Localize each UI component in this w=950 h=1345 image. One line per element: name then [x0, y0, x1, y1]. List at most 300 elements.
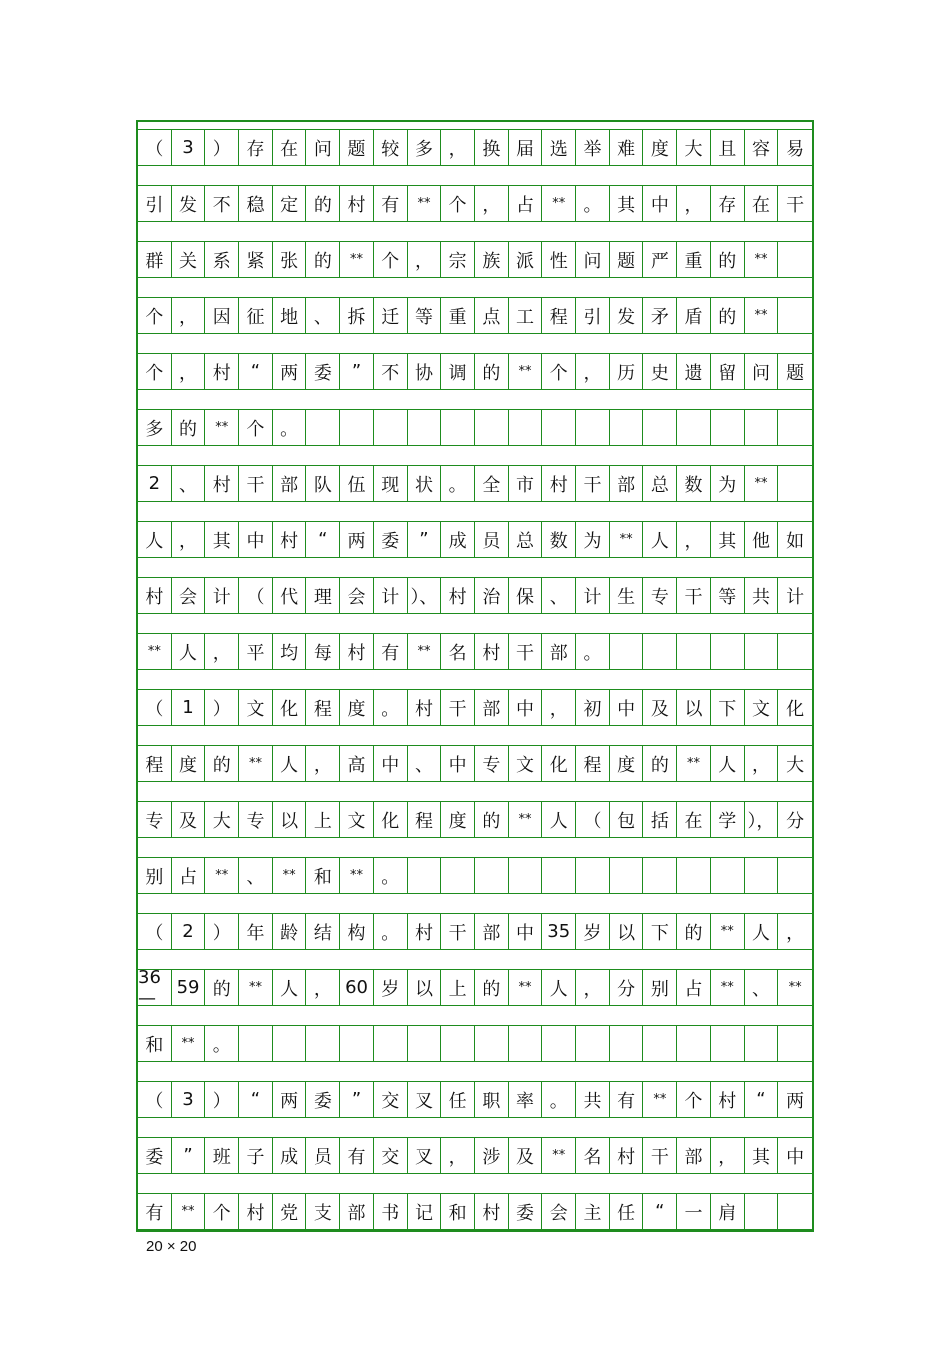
grid-cell: 专: [239, 802, 273, 837]
grid-cell: 存: [711, 186, 745, 221]
grid-cell: 中: [786, 1146, 805, 1168]
grid-cell: 上: [307, 802, 341, 837]
grid-cell: 度: [441, 802, 475, 837]
grid-cell: 职: [475, 1082, 509, 1117]
grid-cell: 成: [441, 522, 475, 557]
grid-cell: ”: [340, 1082, 374, 1117]
grid-cell: 系: [205, 242, 239, 277]
grid-cell: 书: [374, 1194, 408, 1229]
grid-cell: 存: [239, 130, 273, 165]
grid-cell: ，: [576, 354, 610, 389]
grid-cell: 中: [644, 186, 678, 221]
grid-cell: ，: [205, 634, 239, 669]
grid-cell: 分: [610, 970, 644, 1005]
grid-cell: 化: [374, 802, 408, 837]
grid-cell: 、: [307, 298, 341, 333]
grid-cell: “: [307, 522, 341, 557]
grid-cell: 任: [441, 1082, 475, 1117]
grid-cell: 委: [307, 1082, 341, 1117]
grid-cell: 史: [644, 354, 678, 389]
grid-cell: ”: [408, 522, 442, 557]
grid-cell: [610, 634, 644, 669]
grid-cell: 中: [509, 914, 543, 949]
grid-cell: 人: [745, 914, 779, 949]
grid-cell: [677, 1026, 711, 1061]
grid-cell: ，: [542, 690, 576, 725]
grid-cell: 村: [475, 1194, 509, 1229]
grid-cell: 个: [441, 186, 475, 221]
grid-cell: 的: [644, 746, 678, 781]
grid-cell: [542, 1026, 576, 1061]
grid-cell: [644, 634, 678, 669]
grid-cell: 初: [576, 690, 610, 725]
grid-cell: 委: [307, 354, 341, 389]
grid-cell: 文: [239, 690, 273, 725]
grid-cell: 定: [273, 186, 307, 221]
grid-cell: 主: [576, 1194, 610, 1229]
grid-cell: 村: [205, 466, 239, 501]
grid-cell: **: [172, 1194, 206, 1229]
grid-cell: 其: [711, 522, 745, 557]
grid-cell: **: [711, 970, 745, 1005]
grid-cell: [576, 858, 610, 893]
grid-cell: 大: [786, 754, 805, 776]
grid-cell: 高: [340, 746, 374, 781]
grid-cell: 干: [644, 1138, 678, 1173]
grid-cell: [745, 634, 779, 669]
grid-cell: 的: [677, 914, 711, 949]
grid-cell: 。: [374, 690, 408, 725]
grid-cell: 共: [576, 1082, 610, 1117]
grid-cell: **: [745, 466, 779, 501]
grid-cell: 年: [239, 914, 273, 949]
grid-cell: 交: [374, 1138, 408, 1173]
grid-cell: 中: [610, 690, 644, 725]
grid-cell: 人: [542, 802, 576, 837]
grid-cell: 矛: [644, 298, 678, 333]
grid-cell: [576, 410, 610, 445]
grid-cell: [745, 1194, 779, 1229]
grid-cell: 派: [509, 242, 543, 277]
grid-cell: 会: [340, 578, 374, 613]
grid-cell: **: [340, 858, 374, 893]
grid-cell: 队: [307, 466, 341, 501]
grid-cell: **: [408, 186, 442, 221]
grid-cell: 保: [509, 578, 543, 613]
grid-cell: 大: [677, 130, 711, 165]
grid-cell: 重: [677, 242, 711, 277]
grid-cell: 较: [374, 130, 408, 165]
grid-cell: ”: [172, 1138, 206, 1173]
grid-cell: [509, 410, 543, 445]
grid-cell: 记: [408, 1194, 442, 1229]
grid-cell: 数: [677, 466, 711, 501]
grid-cell: 化: [273, 690, 307, 725]
grid-cell: 程: [138, 746, 172, 781]
grid-cell: 率: [509, 1082, 543, 1117]
grid-cell: **: [340, 242, 374, 277]
grid-cell: 、: [542, 578, 576, 613]
grid-cell: [273, 1026, 307, 1061]
grid-cell: [610, 1026, 644, 1061]
grid-cell: 他: [745, 522, 779, 557]
grid-cell: 个: [205, 1194, 239, 1229]
grid-cell: 在: [677, 802, 711, 837]
grid-cell: 村: [239, 1194, 273, 1229]
grid-cell: “: [644, 1194, 678, 1229]
grid-row: [138, 1193, 812, 1230]
grid-cell: 支: [307, 1194, 341, 1229]
grid-cell: 。: [374, 858, 408, 893]
grid-cell: [509, 858, 543, 893]
grid-cell: 上: [441, 970, 475, 1005]
grid-cell: [677, 634, 711, 669]
grid-cell: 包: [610, 802, 644, 837]
grid-cell: [307, 1026, 341, 1061]
grid-cell: [745, 858, 779, 893]
grid-row: [138, 966, 812, 1009]
grid-cell: 60: [340, 970, 374, 1005]
grid-cell: [542, 858, 576, 893]
grid-cell: 难: [610, 130, 644, 165]
grid-cell: 中: [239, 522, 273, 557]
grid-cell: 干: [576, 466, 610, 501]
grid-cell: 分: [786, 810, 805, 832]
grid-cell: [778, 410, 812, 445]
grid-row: [138, 521, 812, 558]
grid-cell: 群: [138, 242, 172, 277]
grid-cell: 有: [610, 1082, 644, 1117]
grid-cell: 和: [307, 858, 341, 893]
grid-cell: **: [509, 354, 543, 389]
grid-cell: 59: [172, 970, 206, 1005]
grid-cell: 地: [273, 298, 307, 333]
grid-cell: 涉: [475, 1138, 509, 1173]
grid-cell: 问: [745, 354, 779, 389]
grid-cell: ，: [576, 970, 610, 1005]
grid-cell: ）、: [408, 578, 442, 613]
grid-cell: 村: [711, 1082, 745, 1117]
grid-cell: 以: [610, 914, 644, 949]
grid-cell: 部: [610, 466, 644, 501]
grid-cell: **: [509, 970, 543, 1005]
grid-cell: 干: [509, 634, 543, 669]
grid-cell: [778, 298, 812, 333]
grid-cell: [441, 1026, 475, 1061]
grid-cell: “: [745, 1082, 779, 1117]
grid-cell: 的: [711, 242, 745, 277]
grid-cell: 的: [711, 298, 745, 333]
grid-cell: [441, 858, 475, 893]
grid-cell: [711, 858, 745, 893]
grid-cell: 拆: [340, 298, 374, 333]
grid-cell: 的: [172, 410, 206, 445]
grid-row: [138, 689, 812, 726]
grid-cell: 干: [441, 914, 475, 949]
grid-cell: 化: [542, 746, 576, 781]
grid-cell: [408, 858, 442, 893]
grid-cell: [374, 410, 408, 445]
grid-cell: 下: [711, 690, 745, 725]
grid-cell: 族: [475, 242, 509, 277]
grid-row: [138, 913, 812, 950]
grid-cell: 化: [786, 698, 805, 720]
grid-cell: 换: [475, 130, 509, 165]
grid-cell: 村: [340, 634, 374, 669]
grid-cell: 构: [340, 914, 374, 949]
grid-cell: 人: [273, 746, 307, 781]
grid-cell: 两: [273, 354, 307, 389]
grid-cell: （: [138, 1082, 172, 1117]
grid-cell: 总: [644, 466, 678, 501]
grid-cell: 如: [786, 530, 805, 552]
grid-cell: ，: [172, 522, 206, 557]
grid-cell: ，: [307, 746, 341, 781]
grid-cell: 共: [745, 578, 779, 613]
grid-cell: 交: [374, 1082, 408, 1117]
grid-cell: 村: [205, 354, 239, 389]
grid-cell: 性: [542, 242, 576, 277]
grid-cell: **: [677, 746, 711, 781]
grid-cell: [778, 1026, 812, 1061]
grid-cell: [340, 410, 374, 445]
grid-cell: 叉: [408, 1082, 442, 1117]
grid-cell: **: [745, 242, 779, 277]
grid-cell: 个: [138, 298, 172, 333]
grid-cell: （: [239, 578, 273, 613]
grid-cell: [745, 410, 779, 445]
grid-cell: 治: [475, 578, 509, 613]
grid-cell: 肩: [711, 1194, 745, 1229]
grid-cell: 计: [576, 578, 610, 613]
grid-cell: 紧: [239, 242, 273, 277]
grid-cell: 届: [509, 130, 543, 165]
grid-cell: [711, 1026, 745, 1061]
grid-cell: 不: [205, 186, 239, 221]
grid-cell: ）: [205, 130, 239, 165]
grid-row: [138, 129, 812, 166]
grid-cell: **: [273, 858, 307, 893]
grid-cell: 岁: [374, 970, 408, 1005]
grid-cell: 大: [205, 802, 239, 837]
grid-cell: 专: [475, 746, 509, 781]
grid-cell: ，: [475, 186, 509, 221]
grid-cell: 其: [610, 186, 644, 221]
grid-cell: [239, 1026, 273, 1061]
grid-cell: （: [138, 690, 172, 725]
grid-cell: 有: [374, 186, 408, 221]
grid-cell: [374, 1026, 408, 1061]
grid-cell: 题: [786, 362, 805, 384]
grid-cell: 代: [273, 578, 307, 613]
grid-cell: 括: [644, 802, 678, 837]
grid-cell: 村: [340, 186, 374, 221]
grid-cell: [644, 858, 678, 893]
grid-cell: （: [138, 914, 172, 949]
grid-cell: 会: [172, 578, 206, 613]
grid-cell: 总: [509, 522, 543, 557]
grid-cell: 干: [786, 194, 805, 216]
grid-cell: 全: [475, 466, 509, 501]
grid-cell: 度: [644, 130, 678, 165]
grid-cell: 个: [542, 354, 576, 389]
grid-cell: [307, 410, 341, 445]
grid-cell: 及: [509, 1138, 543, 1173]
grid-cell: [408, 410, 442, 445]
grid-row: [138, 297, 812, 334]
grid-cell: 村: [138, 578, 172, 613]
grid-cell: 部: [677, 1138, 711, 1173]
grid-cell: 以: [677, 690, 711, 725]
grid-cell: 、: [172, 466, 206, 501]
grid-cell: 在: [745, 186, 779, 221]
grid-cell: 宗: [441, 242, 475, 277]
grid-row: [138, 241, 812, 278]
grid-cell: 。: [441, 466, 475, 501]
grid-cell: 关: [172, 242, 206, 277]
grid-cell: （: [138, 130, 172, 165]
grid-cell: 在: [273, 130, 307, 165]
grid-cell: [475, 1026, 509, 1061]
grid-cell: ），: [745, 802, 779, 837]
grid-cell: **: [542, 186, 576, 221]
grid-cell: 等: [408, 298, 442, 333]
grid-cell: 一: [677, 1194, 711, 1229]
grid-cell: 题: [610, 242, 644, 277]
grid-cell: [576, 1026, 610, 1061]
grid-cell: 计: [374, 578, 408, 613]
grid-cell: [340, 1026, 374, 1061]
grid-cell: 度: [340, 690, 374, 725]
grid-cell: 成: [273, 1138, 307, 1173]
grid-cell: 专: [644, 578, 678, 613]
grid-cell: [677, 858, 711, 893]
grid-cell: 委: [509, 1194, 543, 1229]
grid-cell: 员: [307, 1138, 341, 1173]
grid-cell: “: [239, 354, 273, 389]
grid-cell: 的: [475, 354, 509, 389]
grid-cell: 调: [441, 354, 475, 389]
grid-cell: 问: [576, 242, 610, 277]
grid-cell: 干: [677, 578, 711, 613]
grid-cell: 的: [205, 746, 239, 781]
grid-cell: 等: [711, 578, 745, 613]
grid-cell: 盾: [677, 298, 711, 333]
grid-cell: [778, 466, 812, 501]
grid-cell: 两: [786, 1090, 805, 1112]
grid-cell: [542, 410, 576, 445]
grid-row: [138, 577, 812, 614]
grid-cell: 。: [576, 634, 610, 669]
grid-row: [138, 409, 812, 446]
grid-cell: 人: [542, 970, 576, 1005]
grid-cell: [610, 858, 644, 893]
grid-cell: 度: [610, 746, 644, 781]
grid-cell: [509, 1026, 543, 1061]
grid-cell: 。: [374, 914, 408, 949]
grid-cell: 两: [273, 1082, 307, 1117]
grid-cell: 下: [644, 914, 678, 949]
grid-cell: 其: [205, 522, 239, 557]
grid-cell: 会: [542, 1194, 576, 1229]
grid-cell: 征: [239, 298, 273, 333]
grid-cell: 有: [374, 634, 408, 669]
grid-cell: 的: [307, 186, 341, 221]
grid-cell: 严: [644, 242, 678, 277]
grid-cell: ，: [745, 746, 779, 781]
grid-cell: 历: [610, 354, 644, 389]
grid-cell: 工: [509, 298, 543, 333]
grid-cell: ，: [441, 130, 475, 165]
grid-cell: 程: [307, 690, 341, 725]
grid-cell: 1: [172, 690, 206, 725]
grid-cell: 发: [610, 298, 644, 333]
grid-row: [138, 633, 812, 670]
grid-row: [138, 745, 812, 782]
grid-cell: 多: [138, 410, 172, 445]
grid-cell: [644, 1026, 678, 1061]
grid-cell: 有: [138, 1194, 172, 1229]
grid-cell: 伍: [340, 466, 374, 501]
grid-cell: 稳: [239, 186, 273, 221]
grid-cell: 叉: [408, 1138, 442, 1173]
grid-cell: 有: [340, 1138, 374, 1173]
grid-cell: 学: [711, 802, 745, 837]
grid-cell: 员: [475, 522, 509, 557]
grid-cell: 中: [509, 690, 543, 725]
grid-cell: 村: [542, 466, 576, 501]
grid-cell: 占: [509, 186, 543, 221]
grid-cell: 和: [138, 1026, 172, 1061]
grid-cell: **: [610, 522, 644, 557]
grid-cell: ）: [205, 914, 239, 949]
grid-cell: 、: [408, 746, 442, 781]
grid-cell: 35: [542, 914, 576, 949]
grid-cell: 村: [408, 914, 442, 949]
grid-cell: 程: [408, 802, 442, 837]
grid-cell: 重: [441, 298, 475, 333]
grid-cell: ，: [786, 922, 805, 944]
grid-cell: 中: [441, 746, 475, 781]
grid-cell: **: [509, 802, 543, 837]
grid-cell: **: [644, 1082, 678, 1117]
grid-cell: [475, 858, 509, 893]
grid-cell: **: [408, 634, 442, 669]
grid-cell: 选: [542, 130, 576, 165]
grid-cell: 部: [475, 690, 509, 725]
grid-cell: 个: [138, 354, 172, 389]
grid-cell: 人: [644, 522, 678, 557]
grid-cell: 张: [273, 242, 307, 277]
grid-cell: 36—: [138, 970, 172, 1005]
grid-cell: 干: [441, 690, 475, 725]
grid-cell: 党: [273, 1194, 307, 1229]
grid-size-label: 20 × 20: [146, 1238, 197, 1255]
grid-cell: 结: [307, 914, 341, 949]
grid-cell: ）: [205, 1082, 239, 1117]
grid-cell: 委: [374, 522, 408, 557]
grid-cell: ，: [172, 354, 206, 389]
grid-cell: 为: [711, 466, 745, 501]
grid-cell: 。: [576, 186, 610, 221]
grid-cell: ，: [408, 242, 442, 277]
grid-cell: 3: [172, 130, 206, 165]
grid-cell: 3: [172, 1082, 206, 1117]
grid-row: [138, 857, 812, 894]
grid-cell: 文: [509, 746, 543, 781]
grid-cell: 因: [205, 298, 239, 333]
grid-cell: ，: [677, 522, 711, 557]
